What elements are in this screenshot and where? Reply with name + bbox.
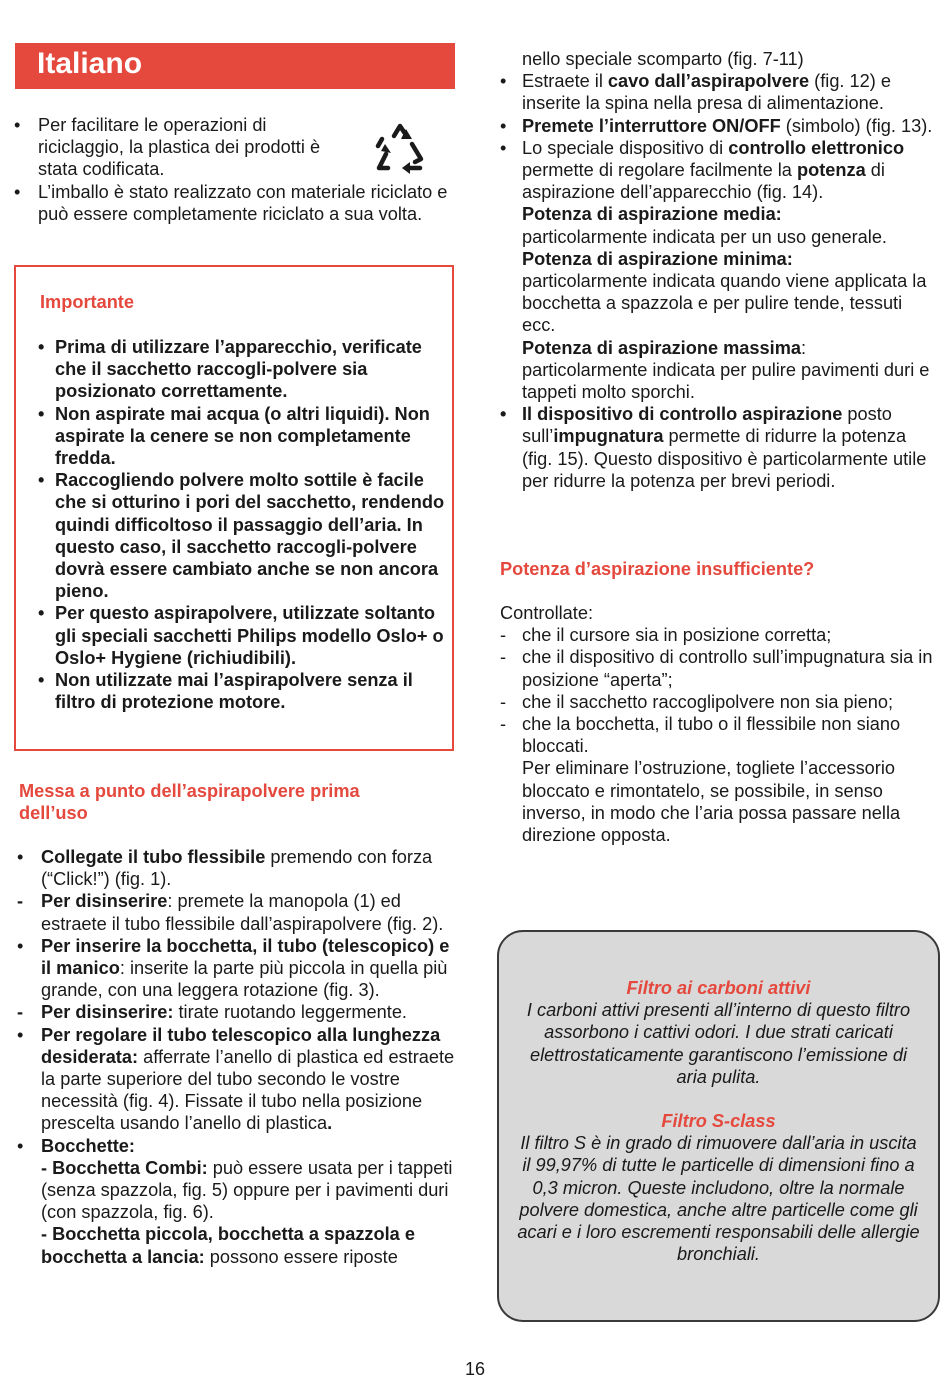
list-item: - Per disinserire: premete la manopola (1) ed estraete il tubo flessibile dall’aspirapolvere (fig. 2). (17, 891, 444, 934)
carbon-filter-title: Filtro ai carboni attivi (626, 978, 811, 998)
list-item: • Premete l’interruttore ON/OFF (simbolo) (fig. 13). (500, 115, 933, 136)
sclass-filter-text: Il filtro S è in grado di rimuovere dall’aria in uscita il 99,97% di tutte le particelle di dimensioni fino a 0,3 micron. Queste includono, oltre la normale polvere domestica, anche altre particelle come gli acari e i loro escrementi responsabili delle allergie bronchiali. (517, 1133, 920, 1265)
language-title: Italiano (37, 47, 143, 80)
setup-heading: Messa a punto dell’aspirapolvere prima dell’uso (19, 781, 360, 824)
list-item: • Bocchette: - Bocchetta Combi: può essere usata per i tappeti (senza spazzola, fig. 5) oppure per i pavimenti duri (con spazzola, fig. 6). - Bocchetta piccola, bocchetta a spazzola e bocchetta a lancia: possono essere riposte (17, 1135, 453, 1267)
carbon-filter-text: I carboni attivi presenti all’interno di questo filtro assorbono i cattivi odori. I due strati caricati elettrostaticamente garantiscono l’emissione di aria pulita. (526, 1000, 911, 1087)
list-item: • Estraete il cavo dall’aspirapolvere (fig. 12) e inserite la spina nella presa di alimentazione. (500, 71, 891, 114)
list-item: • Per inserire la bocchetta, il tubo (telescopico) e il manico: inserite la parte più piccola in quella più grande, con una leggera rotazione (fig. 3). (17, 935, 450, 1001)
list-item: • Collegate il tubo flessibile premendo con forza (“Click!”) (fig. 1). (17, 847, 433, 890)
important-title: Importante (40, 292, 134, 312)
insufficient-section (500, 602, 940, 846)
list-item: • Non aspirate mai acqua (o altri liquidi). Non aspirate la cenere se non completamente fredda. (38, 403, 430, 469)
insufficient-lead: Controllate: (500, 603, 594, 623)
recycle-icon (372, 120, 432, 180)
list-item: - che la bocchetta, il tubo o il flessibile non siano bloccati. (500, 714, 901, 757)
list-item: • Prima di utilizzare l’apparecchio, verificate che il sacchetto raccogli-polvere sia posizionato correttamente. (38, 337, 422, 402)
list-item: - che il dispositivo di controllo sull’impugnatura sia in posizione “aperta”; (500, 647, 933, 690)
important-list (38, 336, 448, 713)
list-item: • Non utilizzate mai l’aspirapolvere senza il filtro di protezione motore. (38, 670, 413, 713)
page-number: 16 (465, 1359, 486, 1379)
setup-list (17, 846, 457, 1268)
list-item: • Per questo aspirapolvere, utilizzate soltanto gli speciali sacchetti Philips modello Oslo+ o Oslo+ Hygiene (richiudibili). (38, 603, 444, 668)
list-item: • Il dispositivo di controllo aspirazione posto sull’impugnatura permette di ridurre la potenza (fig. 15). Questo dispositivo è particolarmente utile per ridurre la potenza per brevi periodi. (500, 404, 927, 491)
list-item: • Lo speciale dispositivo di controllo elettronico permette di regolare facilmente la potenza di aspirazione dell’apparecchio (fig. 14). Potenza di aspirazione media: particolarmente indicata per un uso generale. Potenza di aspirazione minima: particolarmente indicata quando viene applicata la bocchetta a spazzola e per pulire tende, tessuti ecc. Potenza di aspirazione massima: particolarmente indicata per pulire pavimenti duri e tappeti molto sporchi. (500, 137, 930, 403)
filter-info-text (517, 977, 920, 1265)
list-item: • L’imballo è stato realizzato con materiale riciclato e può essere completamente riciclato a sua volta. (14, 181, 448, 224)
sclass-filter-title: Filtro S-class (661, 1111, 776, 1132)
list-item: • Per regolare il tubo telescopico alla lunghezza desiderata: afferrate l’anello di plastica ed estraete la parte superiore del tubo secondo le vostre necessità (fig. 4). Fissate il tubo nella posizione prescelta usando l’anello di plastica. (17, 1024, 455, 1134)
insufficient-heading: Potenza d’aspirazione insufficiente? (500, 559, 815, 579)
list-item: - che il cursore sia in posizione corretta; (500, 625, 832, 646)
list-item: - Per disinserire: tirate ruotando leggermente. (17, 1002, 407, 1023)
list-item: • Per facilitare le operazioni di riciclaggio, la plastica dei prodotti è stata codificata. (14, 115, 321, 180)
continued-text: nello speciale scomparto (fig. 7-11) (522, 49, 804, 69)
insufficient-note: Per eliminare l’ostruzione, togliete l’accessorio bloccato e rimontatelo, se possibile, in senso inverso, in modo che l’aria possa passare nella direzione opposta. (522, 758, 901, 846)
list-item: - che il sacchetto raccoglipolvere non sia pieno; (500, 691, 894, 712)
right-column (500, 48, 940, 492)
list-item: • Raccogliendo polvere molto sottile è facile che si otturino i pori del sacchetto, rendendo quindi difficoltoso il passaggio dell’aria. In questo caso, il sacchetto raccogli-polvere dovrà essere cambiato anche se non ancora pieno. (38, 470, 445, 602)
